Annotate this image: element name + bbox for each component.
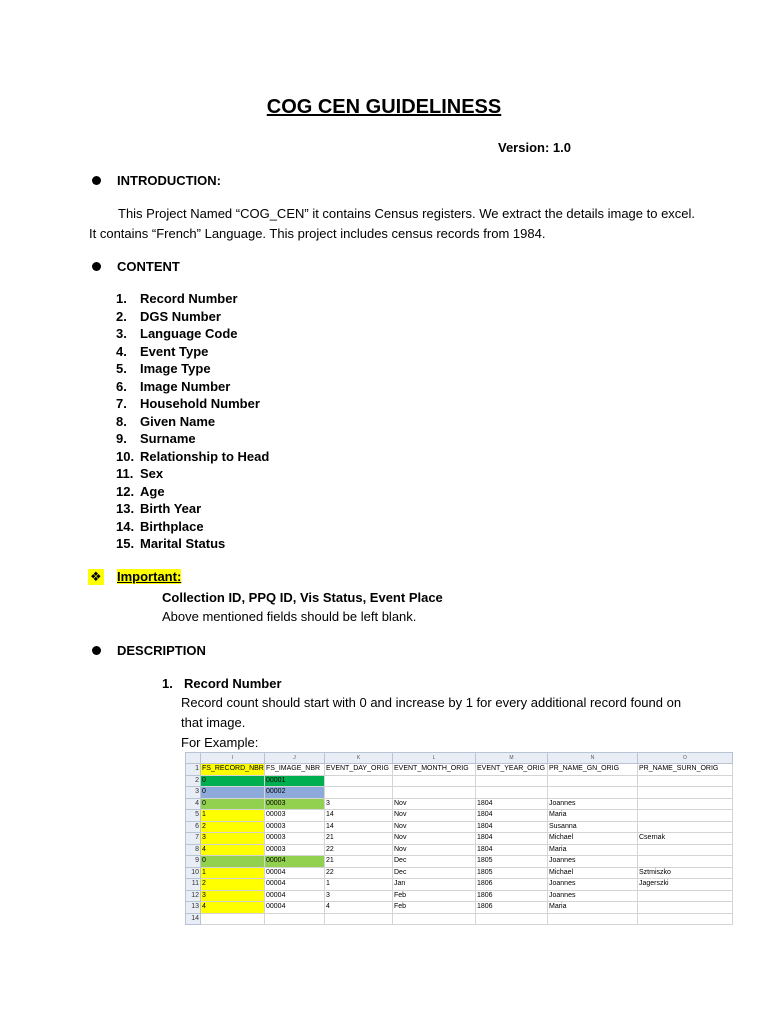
header-cell: EVENT_DAY_ORIG bbox=[325, 764, 393, 776]
list-item: 3. Language Code bbox=[116, 326, 238, 341]
page-title: COG CEN GUIDELINESS bbox=[266, 96, 502, 118]
version-label: Version: 1.0 bbox=[498, 140, 571, 155]
row-number: 8 bbox=[186, 844, 201, 856]
table-cell: 0 bbox=[201, 856, 265, 868]
table-cell: Dec bbox=[393, 867, 476, 879]
table-row bbox=[186, 913, 733, 925]
table-cell: Nov bbox=[393, 821, 476, 833]
table-cell bbox=[201, 913, 265, 925]
column-letters-row bbox=[186, 753, 733, 764]
table-cell: 1805 bbox=[476, 856, 548, 868]
table-row bbox=[186, 890, 733, 902]
table-cell: 00003 bbox=[265, 798, 325, 810]
row-number: 4 bbox=[186, 798, 201, 810]
diamond-bullet-icon: ❖ bbox=[90, 569, 102, 584]
table-row bbox=[186, 844, 733, 856]
table-cell: 4 bbox=[201, 902, 265, 914]
table-cell: 1805 bbox=[476, 867, 548, 879]
table-cell: 1804 bbox=[476, 844, 548, 856]
list-item: 15. Marital Status bbox=[116, 536, 226, 551]
table-cell: 3 bbox=[201, 890, 265, 902]
table-cell bbox=[638, 844, 733, 856]
header-cell: EVENT_YEAR_ORIG bbox=[476, 764, 548, 776]
table-cell: M bbox=[476, 753, 548, 764]
table-cell: 00002 bbox=[265, 787, 325, 799]
table-cell: J bbox=[265, 753, 325, 764]
important-label: Important: bbox=[117, 569, 182, 584]
table-cell: 22 bbox=[325, 867, 393, 879]
table-cell: 00004 bbox=[265, 902, 325, 914]
row-number: 2 bbox=[186, 775, 201, 787]
table-cell: 1806 bbox=[476, 890, 548, 902]
row-number: 10 bbox=[186, 867, 201, 879]
table-cell bbox=[638, 798, 733, 810]
bullet-icon bbox=[92, 262, 101, 271]
description-line-3: For Example: bbox=[181, 735, 259, 750]
table-cell: Joannes bbox=[548, 879, 638, 891]
table-cell: 00003 bbox=[265, 821, 325, 833]
table-cell: 00003 bbox=[265, 844, 325, 856]
table-cell bbox=[638, 890, 733, 902]
table-cell: 00004 bbox=[265, 856, 325, 868]
table-cell bbox=[638, 902, 733, 914]
list-item: 12. Age bbox=[116, 483, 165, 499]
table-cell: 1806 bbox=[476, 902, 548, 914]
table-cell bbox=[548, 775, 638, 787]
table-row bbox=[186, 821, 733, 833]
table-cell bbox=[476, 775, 548, 787]
record-number-subheading: 1. Record Number bbox=[162, 676, 282, 691]
table-cell: Joannes bbox=[548, 856, 638, 868]
list-item: 6. Image Number bbox=[116, 378, 231, 394]
table-cell: 00004 bbox=[265, 867, 325, 879]
table-cell: 14 bbox=[325, 810, 393, 822]
row-number: 9 bbox=[186, 856, 201, 868]
table-cell: 1804 bbox=[476, 798, 548, 810]
table-cell: Nov bbox=[393, 798, 476, 810]
table-cell bbox=[638, 821, 733, 833]
table-cell: Maria bbox=[548, 844, 638, 856]
table-cell: 2 bbox=[201, 879, 265, 891]
table-cell: 4 bbox=[201, 844, 265, 856]
row-number: 7 bbox=[186, 833, 201, 845]
important-note: Above mentioned fields should be left blank. bbox=[162, 609, 417, 624]
table-cell: 0 bbox=[201, 775, 265, 787]
table-cell: 0 bbox=[201, 787, 265, 799]
table-cell: 3 bbox=[325, 798, 393, 810]
bullet-icon bbox=[92, 176, 101, 185]
table-cell bbox=[393, 787, 476, 799]
table-cell: Joannes bbox=[548, 798, 638, 810]
table-cell: Nov bbox=[393, 833, 476, 845]
table-cell: 00001 bbox=[265, 775, 325, 787]
row-number: 13 bbox=[186, 902, 201, 914]
description-line-2: that image. bbox=[181, 715, 246, 730]
table-cell: 0 bbox=[201, 798, 265, 810]
table-cell: Feb bbox=[393, 890, 476, 902]
table-cell bbox=[476, 787, 548, 799]
table-cell: L bbox=[393, 753, 476, 764]
table-cell: 1804 bbox=[476, 833, 548, 845]
table-row bbox=[186, 810, 733, 822]
table-row bbox=[186, 879, 733, 891]
table-cell: 22 bbox=[325, 844, 393, 856]
list-item: 14. Birthplace bbox=[116, 518, 204, 534]
table-header-row bbox=[186, 764, 733, 776]
table-cell: N bbox=[548, 753, 638, 764]
list-item: 4. Event Type bbox=[116, 343, 209, 359]
table-cell: 14 bbox=[325, 821, 393, 833]
content-list bbox=[116, 290, 269, 553]
table-cell: Michael bbox=[548, 867, 638, 879]
table-cell: 1 bbox=[325, 879, 393, 891]
introduction-line-1: This Project Named “COG_CEN” it contains Census registers. We extract the details image to excel. bbox=[118, 206, 696, 221]
table-cell bbox=[393, 913, 476, 925]
table-cell bbox=[476, 913, 548, 925]
row-number: 3 bbox=[186, 787, 201, 799]
table-cell bbox=[638, 787, 733, 799]
table-cell: Feb bbox=[393, 902, 476, 914]
table-cell bbox=[638, 913, 733, 925]
table-cell: Nov bbox=[393, 844, 476, 856]
list-item: 2. DGS Number bbox=[116, 308, 221, 324]
table-cell: Michael bbox=[548, 833, 638, 845]
table-cell: Susanna bbox=[548, 821, 638, 833]
list-item: 10. Relationship to Head bbox=[116, 448, 270, 464]
list-item: 11. Sex bbox=[116, 466, 164, 481]
header-cell: PR_NAME_SURN_ORIG bbox=[638, 764, 733, 776]
header-cell: PR_NAME_GN_ORIG bbox=[548, 764, 638, 776]
table-cell: 1 bbox=[201, 867, 265, 879]
table-cell: Dec bbox=[393, 856, 476, 868]
important-fields: Collection ID, PPQ ID, Vis Status, Event Place bbox=[162, 590, 443, 605]
table-cell: 00004 bbox=[265, 879, 325, 891]
row-number: 14 bbox=[186, 913, 201, 925]
table-cell bbox=[265, 913, 325, 925]
row-number: 11 bbox=[186, 879, 201, 891]
table-cell: 21 bbox=[325, 856, 393, 868]
description-line-1: Record count should start with 0 and increase by 1 for every additional record found on bbox=[181, 695, 682, 710]
table-cell: 4 bbox=[325, 902, 393, 914]
header-cell: EVENT_MONTH_ORIG bbox=[393, 764, 476, 776]
table-cell bbox=[548, 913, 638, 925]
table-cell: K bbox=[325, 753, 393, 764]
list-item: 1. Record Number bbox=[116, 291, 238, 306]
table-cell: Jan bbox=[393, 879, 476, 891]
description-heading: DESCRIPTION bbox=[117, 643, 206, 658]
table-cell: 00004 bbox=[265, 890, 325, 902]
list-item: 7. Household Number bbox=[116, 396, 260, 411]
table-row bbox=[186, 787, 733, 799]
list-item: 5. Image Type bbox=[116, 361, 211, 376]
table-cell: 3 bbox=[325, 890, 393, 902]
table-row bbox=[186, 902, 733, 914]
table-cell: 1806 bbox=[476, 879, 548, 891]
header-cell: FS_IMAGE_NBR bbox=[265, 764, 325, 776]
table-cell bbox=[325, 913, 393, 925]
table-row bbox=[186, 775, 733, 787]
table-row bbox=[186, 867, 733, 879]
table-cell bbox=[638, 856, 733, 868]
row-number: 1 bbox=[186, 764, 201, 776]
table-cell: 00003 bbox=[265, 833, 325, 845]
introduction-heading: INTRODUCTION: bbox=[117, 173, 221, 188]
table-cell: 3 bbox=[201, 833, 265, 845]
table-cell: Maria bbox=[548, 810, 638, 822]
row-number: 6 bbox=[186, 821, 201, 833]
table-cell bbox=[325, 775, 393, 787]
table-cell: Nov bbox=[393, 810, 476, 822]
table-cell: 1 bbox=[201, 810, 265, 822]
table-cell: Joannes bbox=[548, 890, 638, 902]
content-heading: CONTENT bbox=[117, 259, 180, 274]
list-item: 13. Birth Year bbox=[116, 501, 202, 516]
table-cell: Maria bbox=[548, 902, 638, 914]
header-cell: FS_RECORD_NBR bbox=[201, 764, 265, 776]
table-cell bbox=[638, 775, 733, 787]
example-spreadsheet bbox=[185, 752, 733, 925]
table-cell: O bbox=[638, 753, 733, 764]
table-cell bbox=[548, 787, 638, 799]
row-number bbox=[186, 753, 201, 764]
table-cell: Csernak bbox=[638, 833, 733, 845]
table-cell bbox=[638, 810, 733, 822]
list-item: 8. Given Name bbox=[116, 413, 216, 429]
table-cell: 1804 bbox=[476, 821, 548, 833]
table-cell: 21 bbox=[325, 833, 393, 845]
table-cell bbox=[325, 787, 393, 799]
table-cell: 00003 bbox=[265, 810, 325, 822]
table-cell: 1804 bbox=[476, 810, 548, 822]
row-number: 5 bbox=[186, 810, 201, 822]
list-item: 9. Surname bbox=[116, 431, 196, 446]
table-cell: 2 bbox=[201, 821, 265, 833]
table-cell bbox=[393, 775, 476, 787]
bullet-icon bbox=[92, 646, 101, 655]
table-row bbox=[186, 856, 733, 868]
table-row bbox=[186, 833, 733, 845]
row-number: 12 bbox=[186, 890, 201, 902]
table-row bbox=[186, 798, 733, 810]
introduction-line-2: It contains “French” Language. This project includes census records from 1984. bbox=[89, 226, 546, 241]
table-cell: Sztmiszko bbox=[638, 867, 733, 879]
table-cell: I bbox=[201, 753, 265, 764]
table-cell: Jagerszki bbox=[638, 879, 733, 891]
